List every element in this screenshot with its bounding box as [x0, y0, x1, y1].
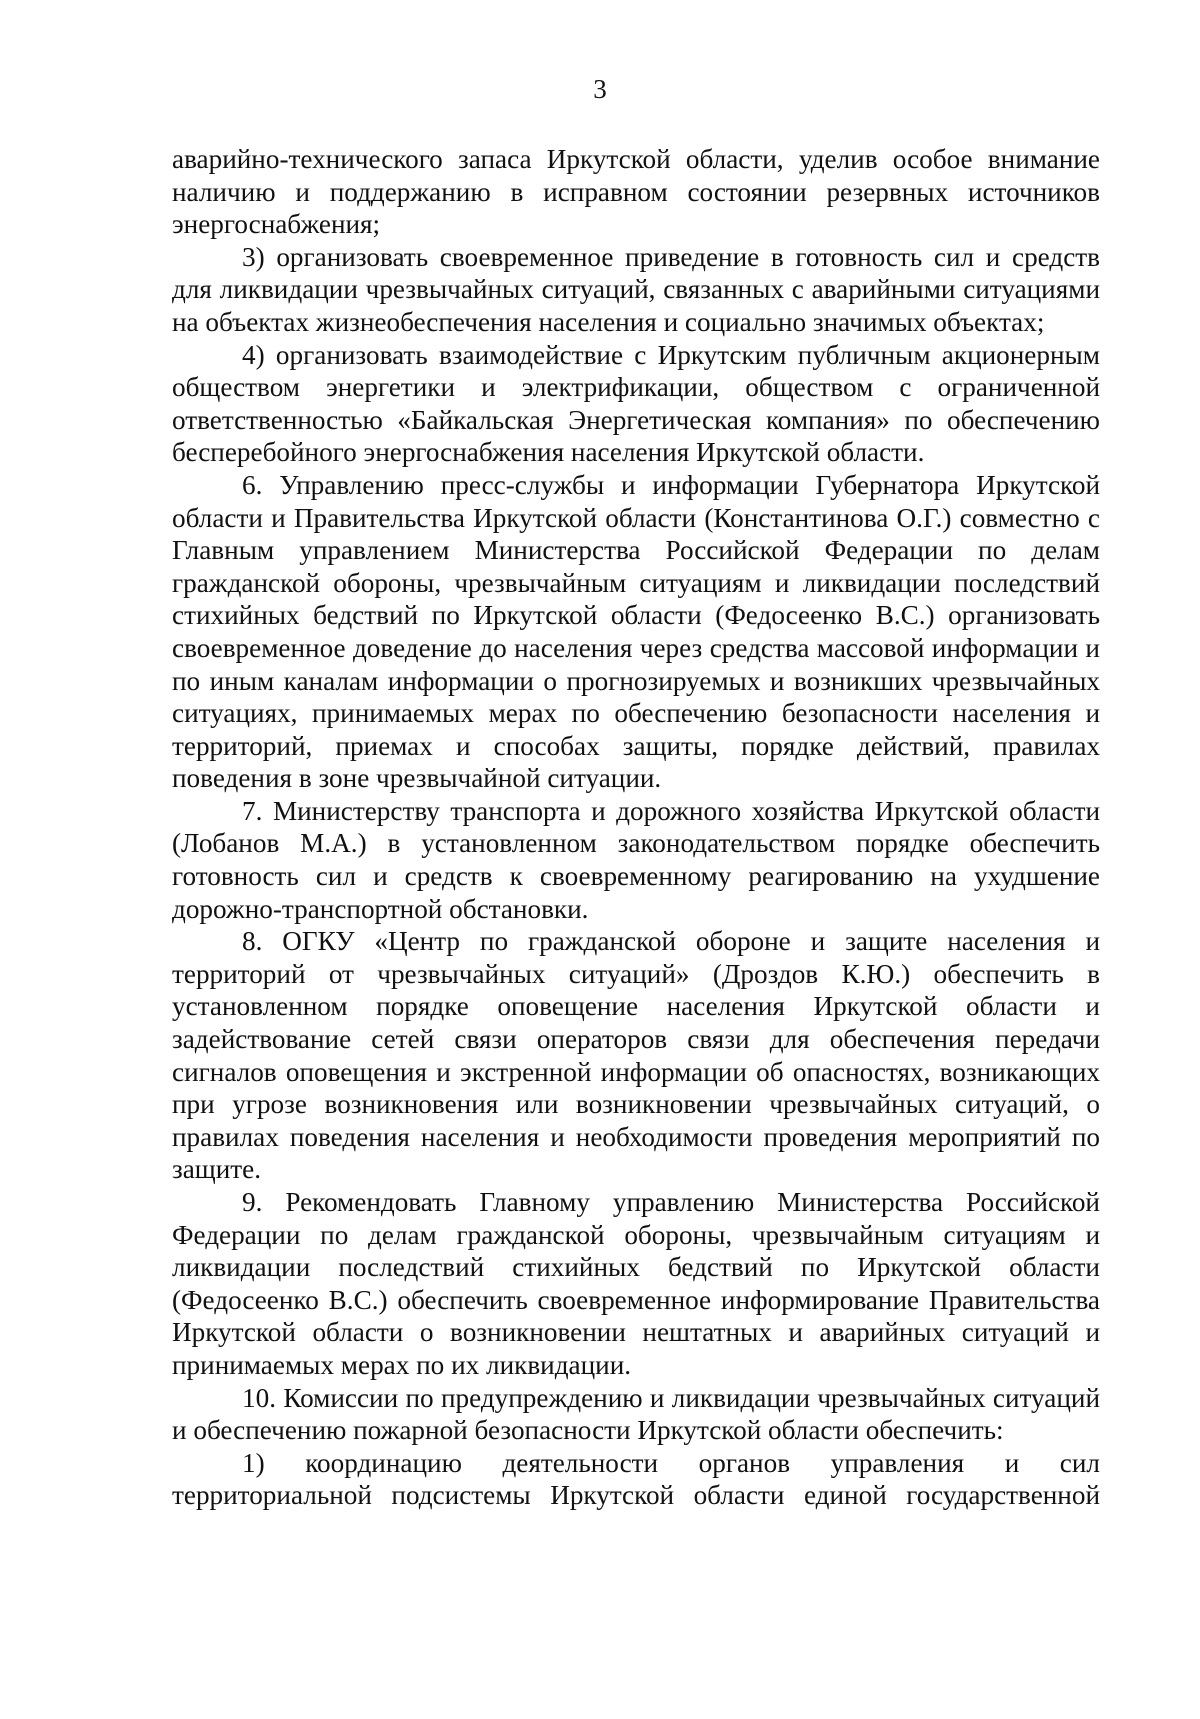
paragraph-subitem-1: 1) координацию деятельности органов управления и сил территориальной подсистемы Иркутской области единой государственной — [172, 1447, 1100, 1511]
paragraph-point-10: 10. Комиссии по предупреждению и ликвидации чрезвычайных ситуаций и обеспечению пожарной безопасности Иркутской области обеспечить: — [172, 1382, 1100, 1446]
paragraph-item-3: 3) организовать своевременное приведение в готовность сил и средств для ликвидации чрезвычайных ситуаций, связанных с аварийными ситуациями на объектах жизнеобеспечения населения и социально значимых объектах; — [172, 241, 1100, 337]
paragraph-point-8: 8. ОГКУ «Центр по гражданской обороне и защите населения и территорий от чрезвычайных ситуаций» (Дроздов К.Ю.) обеспечить в установленном порядке оповещение населения Иркутской области и задействование сетей связи операторов связи для обеспечения передачи сигналов оповещения и экстренной информации об опасностях, возникающих при угрозе возникновения или возникновении чрезвычайных ситуаций, о правилах поведения населения и необходимости проведения мероприятий по защите. — [172, 926, 1100, 1185]
paragraph-point-7: 7. Министерству транспорта и дорожного хозяйства Иркутской области (Лобанов М.А.) в установленном законодательством порядке обеспечить готовность сил и средств к своевременному реагированию на ухудшение дорожно-транспортной обстановки. — [172, 795, 1100, 924]
page-number: 3 — [593, 74, 607, 104]
paragraph-item-4: 4) организовать взаимодействие с Иркутским публичным акционерным обществом энергетики и электрификации, обществом с ограниченной ответственностью «Байкальская Энергетическая компания» по обеспечению бесперебойного энергоснабжения населения Иркутской области. — [172, 339, 1100, 468]
document-body — [172, 143, 1100, 1512]
paragraph-point-9: 9. Рекомендовать Главному управлению Министерства Российской Федерации по делам гражданской обороны, чрезвычайным ситуациям и ликвидации последствий стихийных бедствий по Иркутской области (Федосеенко В.С.) обеспечить своевременное информирование Правительства Иркутской области о возникновении нештатных и аварийных ситуаций и принимаемых мерах по их ликвидации. — [172, 1187, 1100, 1380]
paragraph-point-6: 6. Управлению пресс-службы и информации Губернатора Иркутской области и Правительства Иркутской области (Константинова О.Г.) совместно с Главным управлением Министерства Российской Федерации по делам гражданской обороны, чрезвычайным ситуациям и ликвидации последствий стихийных бедствий по Иркутской области (Федосеенко В.С.) организовать своевременное доведение до населения через средства массовой информации и по иным каналам информации о прогнозируемых и возникших чрезвычайных ситуациях, принимаемых мерах по обеспечению безопасности населения и территорий, приемах и способах защиты, порядке действий, правилах поведения в зоне чрезвычайной ситуации. — [172, 469, 1100, 794]
paragraph-continuation: аварийно-технического запаса Иркутской области, уделив особое внимание наличию и поддержанию в исправном состоянии резервных источников энергоснабжения; — [172, 144, 1100, 240]
